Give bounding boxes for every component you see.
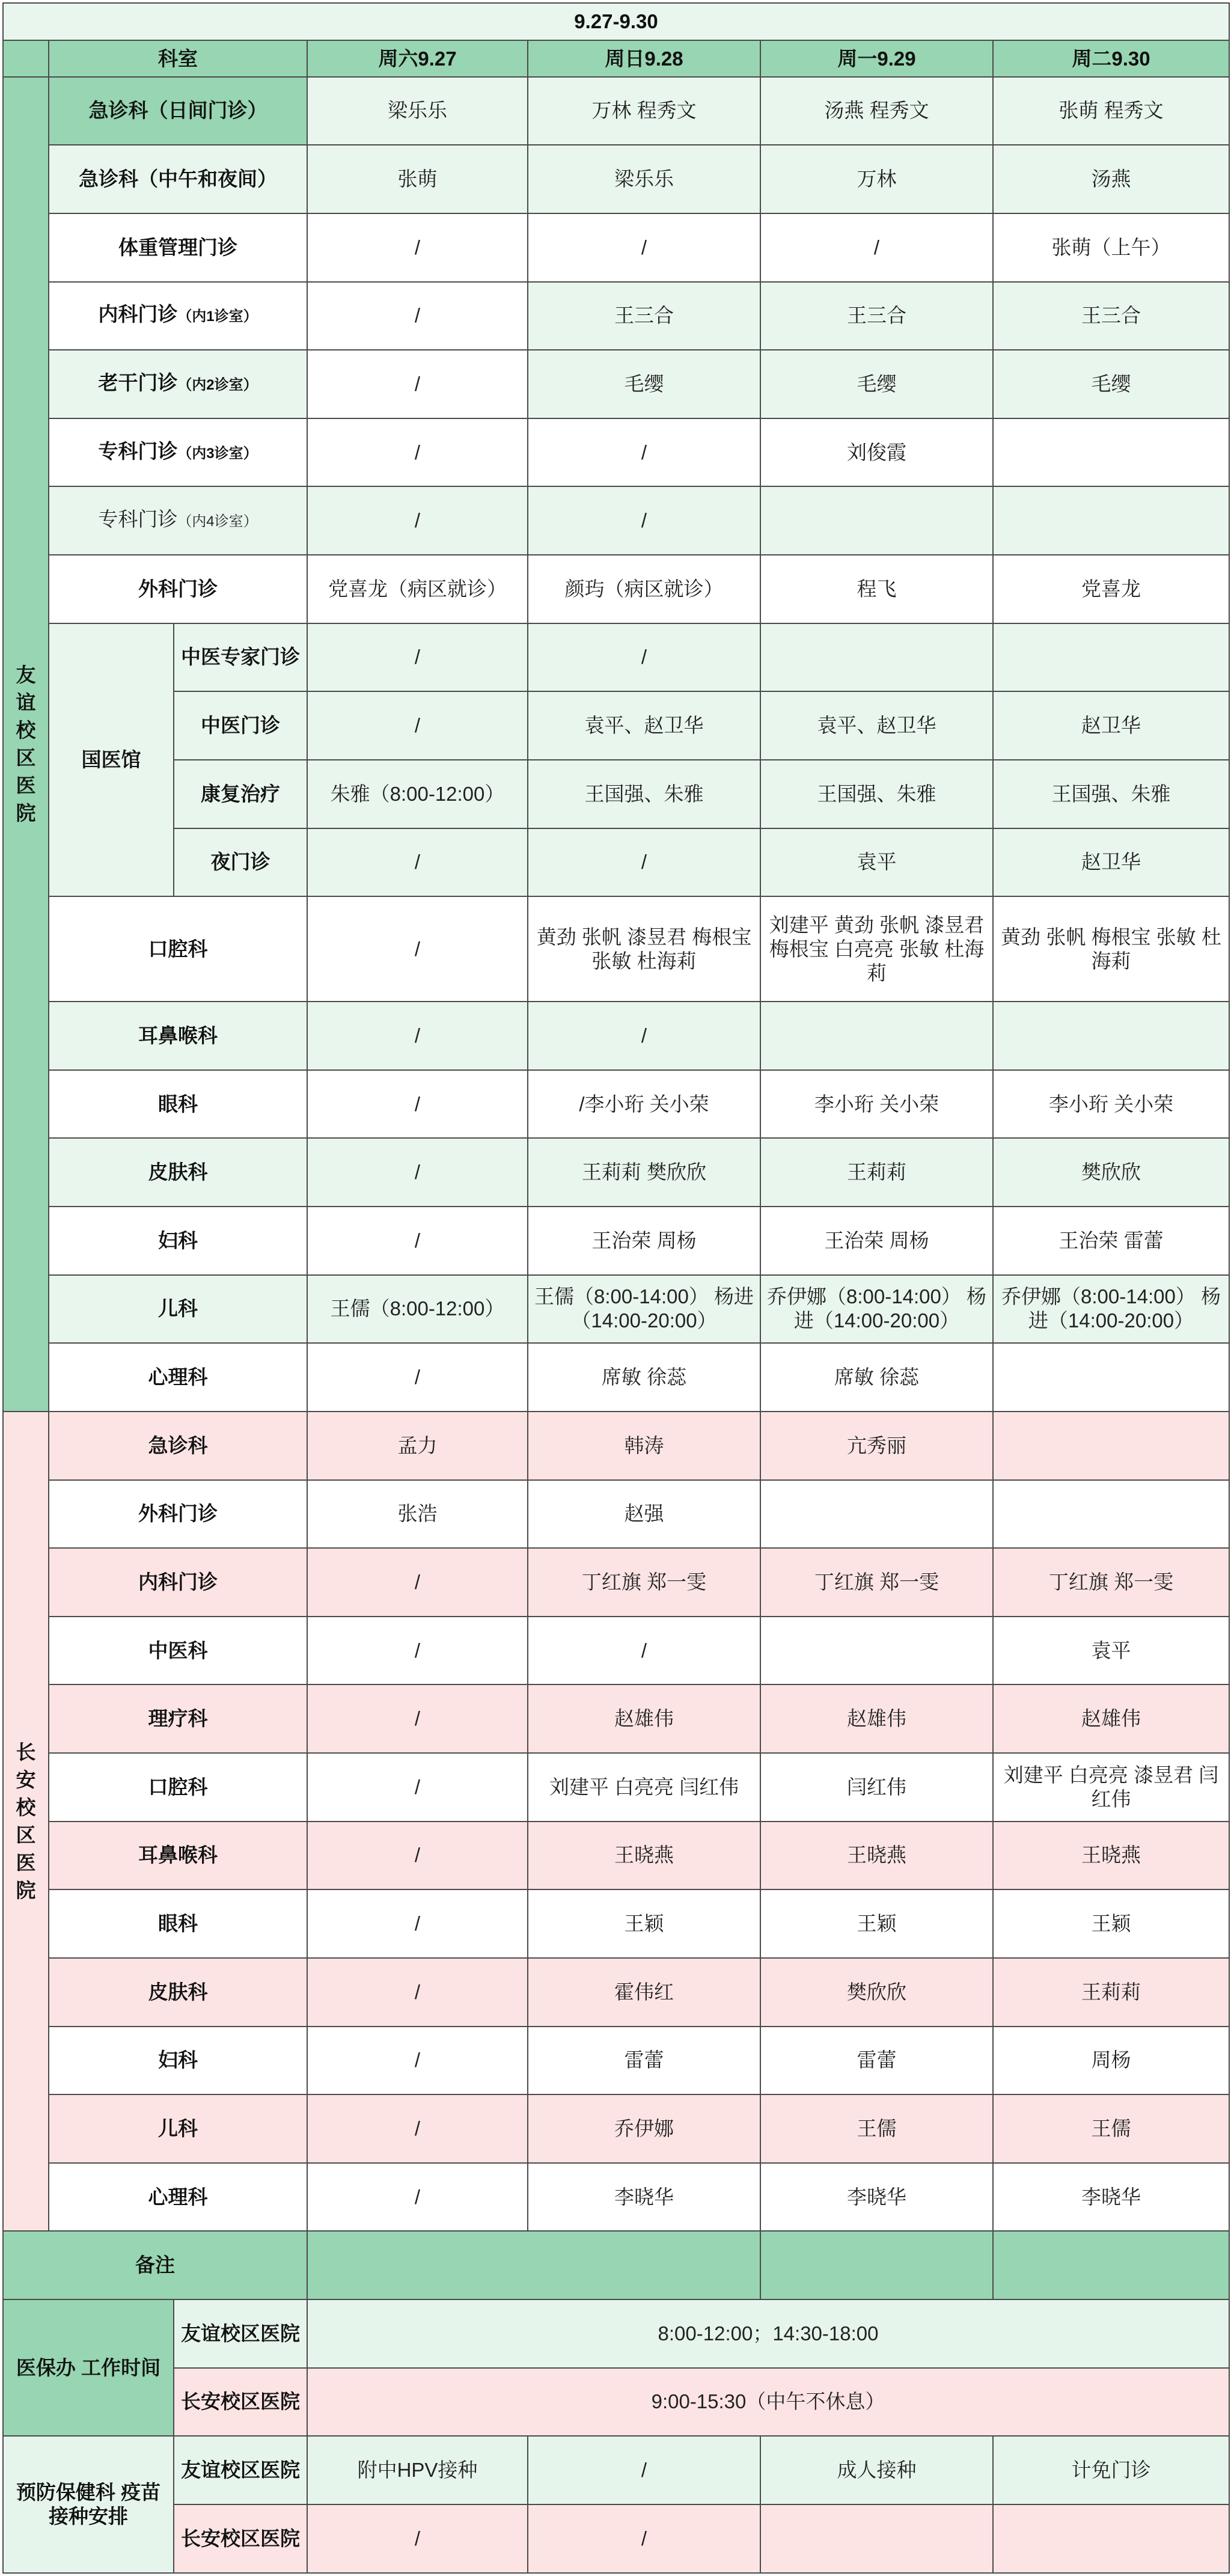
schedule-cell: / [307,1548,528,1617]
schedule-cell [993,2504,1229,2573]
dept-cell: 急诊科（中午和夜间） [49,145,307,213]
schedule-cell: 张萌 程秀文 [993,77,1229,145]
schedule-cell: 赵卫华 [993,828,1229,897]
dept-cell: 外科门诊 [49,555,307,623]
schedule-cell: 霍伟红 [528,1958,760,2027]
schedule-cell: / [307,1070,528,1139]
table-row [3,1275,1229,1344]
table-row [3,2231,1229,2299]
schedule-cell: / [307,691,528,760]
schedule-cell: 李小珩 关小荣 [993,1070,1229,1139]
schedule-cell: 王治荣 周杨 [528,1207,760,1275]
schedule-cell: 雷蕾 [528,2027,760,2095]
table-row [3,1889,1229,1958]
table-row [3,1412,1229,1480]
schedule-cell: / [307,1958,528,2027]
schedule-cell: 王三合 [993,282,1229,350]
schedule-cell: 王国强、朱雅 [993,760,1229,828]
schedule-cell: 王儒（8:00-12:00） [307,1275,528,1344]
dept-cell: 儿科 [49,1275,307,1344]
dept-cell: 心理科 [49,1343,307,1412]
table-row [3,1548,1229,1617]
schedule-cell: / [528,1002,760,1070]
header-day-sat: 周六9.27 [307,40,528,76]
schedule-cell [760,2504,993,2573]
dept-cell: 妇科 [49,2027,307,2095]
schedule-cell: 王儒 [760,2094,993,2163]
dept-cell: 口腔科 [49,1753,307,1822]
schedule-cell: 赵雄伟 [528,1684,760,1753]
header-corner [3,40,49,76]
guoyi-label: 国医馆 [49,623,174,897]
schedule-cell: 席敏 徐蕊 [760,1343,993,1412]
schedule-cell: 颜玙（病区就诊） [528,555,760,623]
notes-cell [307,2231,760,2299]
schedule-cell: 袁平 [760,828,993,897]
schedule-cell: / [307,2163,528,2232]
insurance-label: 医保办 工作时间 [3,2299,174,2436]
dept-cell: 老干门诊（内2诊室） [49,350,307,418]
schedule-cell: 汤燕 程秀文 [760,77,993,145]
schedule-cell: 张浩 [307,1480,528,1549]
schedule-cell: / [528,486,760,555]
schedule-cell: / [307,418,528,487]
schedule-cell: 王颖 [760,1889,993,1958]
table-row [3,2436,1229,2504]
dept-cell: 康复治疗 [174,760,307,828]
notes-cell [993,2231,1229,2299]
table-row [3,760,1229,828]
schedule-cell: 王治荣 周杨 [760,1207,993,1275]
table-row [3,623,1229,692]
dept-cell: 儿科 [49,2094,307,2163]
schedule-cell: / [307,1684,528,1753]
schedule-cell: / [307,896,528,1002]
dept-cell: 外科门诊 [49,1480,307,1549]
schedule-cell [760,1617,993,1685]
schedule-cell: 王三合 [760,282,993,350]
schedule-cell: 张萌（上午） [993,213,1229,282]
schedule-cell: 刘建平 白亮亮 漆昱君 闫红伟 [993,1753,1229,1822]
table-row [3,1753,1229,1822]
schedule-cell: / [307,828,528,897]
table-row [3,486,1229,555]
schedule-cell: 丁红旗 郑一雯 [993,1548,1229,1617]
schedule-cell: / [307,1889,528,1958]
schedule-cell: 亢秀丽 [760,1412,993,1480]
schedule-cell [993,1412,1229,1480]
schedule-cell: 毛缨 [528,350,760,418]
schedule-cell [760,623,993,692]
schedule-cell: 袁平、赵卫华 [760,691,993,760]
header-dept: 科室 [49,40,307,76]
schedule-cell: 乔伊娜（8:00-14:00） 杨进（14:00-20:00） [760,1275,993,1344]
schedule-cell: 刘建平 黄劲 张帆 漆昱君 梅根宝 白亮亮 张敏 杜海莉 [760,896,993,1002]
dept-cell: 妇科 [49,1207,307,1275]
schedule-cell: 闫红伟 [760,1753,993,1822]
table-row [3,2163,1229,2232]
schedule-title: 9.27-9.30 [3,3,1229,40]
dept-cell: 中医门诊 [174,691,307,760]
schedule-cell [993,1002,1229,1070]
schedule-cell: / [307,1002,528,1070]
table-row [3,1684,1229,1753]
header-day-mon: 周一9.29 [760,40,993,76]
schedule-cell: 党喜龙（病区就诊） [307,555,528,623]
campus-label-changan: 长安校区医院 [3,1412,49,2232]
schedule-cell: 黄劲 张帆 漆昱君 梅根宝 张敏 杜海莉 [528,896,760,1002]
schedule-cell: 雷蕾 [760,2027,993,2095]
schedule-cell: 樊欣欣 [993,1138,1229,1207]
schedule-cell: 李晓华 [993,2163,1229,2232]
schedule-cell: / [307,2504,528,2573]
table-row [3,1958,1229,2027]
schedule-cell: 成人接种 [760,2436,993,2504]
table-row [3,1480,1229,1549]
dept-cell: 耳鼻喉科 [49,1002,307,1070]
schedule-cell: / [307,623,528,692]
dept-cell: 专科门诊（内4诊室） [49,486,307,555]
schedule-cell [993,1343,1229,1412]
schedule-cell: 王治荣 雷蕾 [993,1207,1229,1275]
schedule-cell: 万林 程秀文 [528,77,760,145]
table-row [3,2027,1229,2095]
schedule-cell [993,486,1229,555]
hours-cell: 8:00-12:00；14:30-18:00 [307,2299,1229,2368]
table-row [3,1822,1229,1890]
schedule-cell: /李小珩 关小荣 [528,1070,760,1139]
table-row [3,282,1229,350]
table-row [3,350,1229,418]
schedule-cell: 樊欣欣 [760,1958,993,2027]
schedule-cell: 王儒（8:00-14:00） 杨进（14:00-20:00） [528,1275,760,1344]
header-day-sun: 周日9.28 [528,40,760,76]
schedule-cell: 乔伊娜 [528,2094,760,2163]
schedule-cell: 李晓华 [528,2163,760,2232]
schedule-cell: / [528,828,760,897]
vaccine-label: 预防保健科 疫苗接种安排 [3,2436,174,2573]
schedule-cell: 王晓燕 [528,1822,760,1890]
schedule-cell [760,1002,993,1070]
dept-cell: 眼科 [49,1889,307,1958]
schedule-cell: / [307,1617,528,1685]
notes-label: 备注 [3,2231,307,2299]
schedule-cell: 王国强、朱雅 [760,760,993,828]
table-row [3,213,1229,282]
schedule-cell: 袁平、赵卫华 [528,691,760,760]
dept-cell: 专科门诊（内3诊室） [49,418,307,487]
schedule-cell [993,1480,1229,1549]
campus-cell: 长安校区医院 [174,2504,307,2573]
schedule-cell: 韩涛 [528,1412,760,1480]
schedule-cell: 李小珩 关小荣 [760,1070,993,1139]
schedule-cell: 王莉莉 [993,1958,1229,2027]
schedule-cell: 刘建平 白亮亮 闫红伟 [528,1753,760,1822]
schedule-cell: / [528,213,760,282]
dept-cell: 眼科 [49,1070,307,1139]
schedule-cell: / [307,1138,528,1207]
table-row [3,896,1229,1002]
campus-label-youyi: 友谊校区医院 [3,77,49,1412]
schedule-cell: 王颖 [528,1889,760,1958]
header-day-tue: 周二9.30 [993,40,1229,76]
table-row [3,1207,1229,1275]
schedule-cell: / [528,1617,760,1685]
hours-cell: 9:00-15:30（中午不休息） [307,2368,1229,2437]
schedule-cell [760,486,993,555]
campus-cell: 友谊校区医院 [174,2436,307,2504]
schedule-cell: 王晓燕 [760,1822,993,1890]
schedule-cell: / [528,418,760,487]
schedule-cell: 附中HPV接种 [307,2436,528,2504]
table-row [3,145,1229,213]
schedule-cell: / [760,213,993,282]
schedule-cell: 党喜龙 [993,555,1229,623]
schedule-cell: 王莉莉 [760,1138,993,1207]
schedule-cell: 赵雄伟 [760,1684,993,1753]
schedule-cell: 赵雄伟 [993,1684,1229,1753]
schedule-cell [993,623,1229,692]
dept-cell: 皮肤科 [49,1958,307,2027]
table-row [3,691,1229,760]
table-row [3,2504,1229,2573]
campus-cell: 长安校区医院 [174,2368,307,2437]
schedule-cell: 王国强、朱雅 [528,760,760,828]
schedule-cell: 赵强 [528,1480,760,1549]
schedule-cell: / [307,1343,528,1412]
schedule-cell: 王颖 [993,1889,1229,1958]
schedule-cell: / [307,350,528,418]
schedule-cell: 梁乐乐 [528,145,760,213]
dept-cell: 夜门诊 [174,828,307,897]
schedule-cell: 周杨 [993,2027,1229,2095]
schedule-cell: 计免门诊 [993,2436,1229,2504]
schedule-cell: 孟力 [307,1412,528,1480]
table-row [3,2094,1229,2163]
schedule-cell: 朱雅（8:00-12:00） [307,760,528,828]
schedule-cell [993,418,1229,487]
schedule-cell: 王儒 [993,2094,1229,2163]
table-row [3,1343,1229,1412]
dept-cell: 口腔科 [49,896,307,1002]
schedule-cell: 梁乐乐 [307,77,528,145]
schedule-cell: 汤燕 [993,145,1229,213]
table-row [3,1617,1229,1685]
schedule-cell: 张萌 [307,145,528,213]
dept-cell: 皮肤科 [49,1138,307,1207]
table-row [3,1138,1229,1207]
dept-cell: 急诊科 [49,1412,307,1480]
dept-cell: 心理科 [49,2163,307,2232]
schedule-cell: 程飞 [760,555,993,623]
duty-schedule-table [2,2,1230,2574]
dept-cell: 中医专家门诊 [174,623,307,692]
schedule-cell: / [528,2436,760,2504]
schedule-cell: / [528,623,760,692]
schedule-cell: 丁红旗 郑一雯 [528,1548,760,1617]
schedule-cell: 王三合 [528,282,760,350]
schedule-cell: 黄劲 张帆 梅根宝 张敏 杜海莉 [993,896,1229,1002]
schedule-cell: / [307,1753,528,1822]
schedule-cell: / [307,213,528,282]
schedule-cell: 毛缨 [760,350,993,418]
schedule-cell: / [307,1822,528,1890]
schedule-cell: 王莉莉 樊欣欣 [528,1138,760,1207]
schedule-cell: 李晓华 [760,2163,993,2232]
notes-cell [760,2231,993,2299]
dept-cell: 内科门诊（内1诊室） [49,282,307,350]
table-row [3,1002,1229,1070]
schedule-cell: / [307,2027,528,2095]
table-row [3,2299,1229,2368]
table-row [3,2368,1229,2437]
schedule-cell: 丁红旗 郑一雯 [760,1548,993,1617]
table-row [3,418,1229,487]
table-row [3,828,1229,897]
schedule-cell: 赵卫华 [993,691,1229,760]
dept-cell: 内科门诊 [49,1548,307,1617]
dept-cell: 理疗科 [49,1684,307,1753]
table-row [3,555,1229,623]
table-row [3,1070,1229,1139]
schedule-cell: / [307,1207,528,1275]
schedule-cell: 袁平 [993,1617,1229,1685]
schedule-cell: 毛缨 [993,350,1229,418]
dept-cell: 体重管理门诊 [49,213,307,282]
schedule-cell: 刘俊霞 [760,418,993,487]
schedule-cell: 万林 [760,145,993,213]
dept-cell: 急诊科（日间门诊） [49,77,307,145]
schedule-cell: / [528,2504,760,2573]
schedule-cell [760,1480,993,1549]
schedule-cell: / [307,486,528,555]
dept-cell: 耳鼻喉科 [49,1822,307,1890]
schedule-cell: / [307,282,528,350]
table-row [3,77,1229,145]
schedule-cell: 王晓燕 [993,1822,1229,1890]
dept-cell: 中医科 [49,1617,307,1685]
campus-cell: 友谊校区医院 [174,2299,307,2368]
schedule-cell: 乔伊娜（8:00-14:00） 杨进（14:00-20:00） [993,1275,1229,1344]
schedule-cell: / [307,2094,528,2163]
schedule-cell: 席敏 徐蕊 [528,1343,760,1412]
